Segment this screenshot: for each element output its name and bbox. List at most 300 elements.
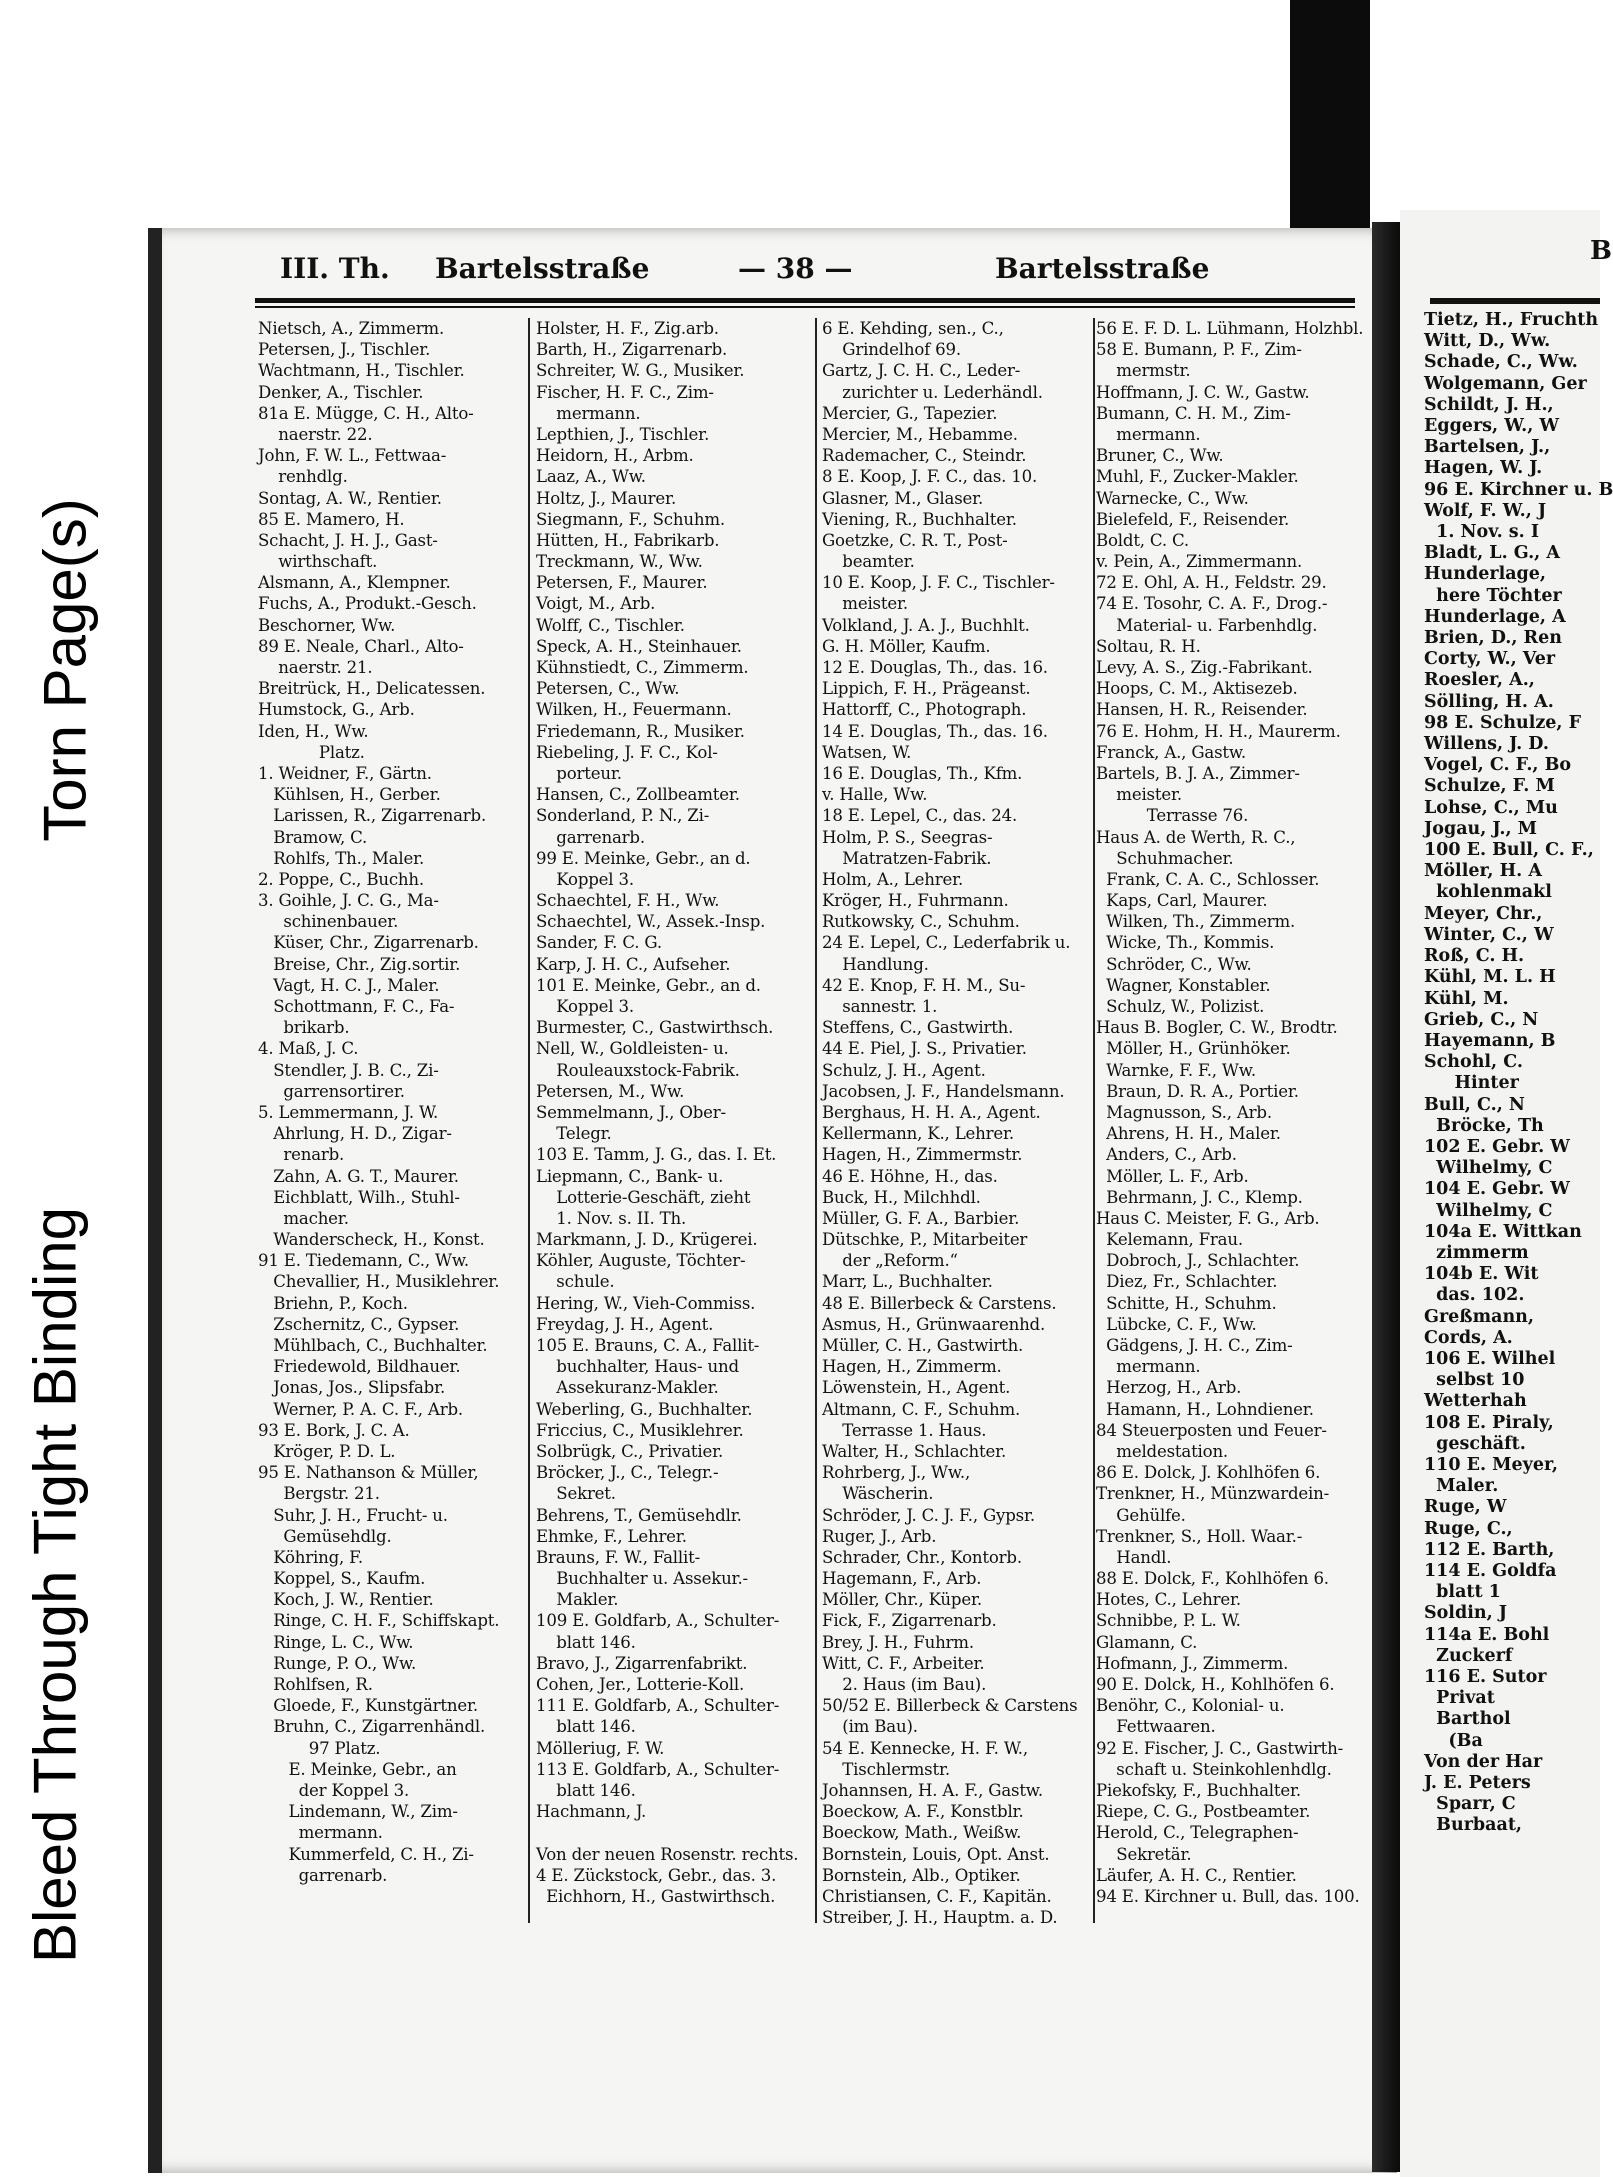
next-page-line: Wetterhah bbox=[1424, 1391, 1527, 1412]
directory-entry-line: Freydag, J. H., Agent. bbox=[536, 1314, 714, 1334]
directory-entry-line: Riepe, C. G., Postbeamter. bbox=[1096, 1802, 1311, 1822]
column-divider bbox=[1093, 318, 1095, 1923]
directory-entry-line: Runge, P. O., Ww. bbox=[258, 1653, 417, 1673]
directory-entry-line: Rouleauxstock-Fabrik. bbox=[536, 1060, 740, 1080]
directory-entry-line: Hütten, H., Fabrikarb. bbox=[536, 530, 720, 550]
directory-entry-line: Brey, J. H., Fuhrm. bbox=[822, 1632, 974, 1652]
directory-entry-line: Witt, C. F., Arbeiter. bbox=[822, 1653, 985, 1673]
directory-entry-line: Kröger, H., Fuhrmann. bbox=[822, 891, 1009, 911]
directory-entry-line: Wäscherin. bbox=[822, 1484, 934, 1504]
directory-entry-line: Holster, H. F., Zig.arb. bbox=[536, 319, 719, 338]
directory-entry-line: 97 Platz. bbox=[258, 1738, 381, 1758]
next-page-line: selbst 10 bbox=[1424, 1370, 1525, 1391]
directory-entry-line: Kummerfeld, C. H., Zi- bbox=[258, 1844, 474, 1864]
directory-entry-line: Lepthien, J., Tischler. bbox=[536, 424, 710, 444]
directory-entry-line: Wilken, H., Feuermann. bbox=[536, 700, 732, 720]
directory-entry-line: Riebeling, J. F. C., Kol- bbox=[536, 742, 718, 762]
directory-entry-line: 89 E. Neale, Charl., Alto- bbox=[258, 636, 464, 656]
next-page-line: zimmerm bbox=[1424, 1242, 1529, 1263]
directory-entry-line: beamter. bbox=[822, 552, 915, 572]
directory-entry-line: Köhler, Auguste, Töchter- bbox=[536, 1251, 746, 1271]
next-page-line: Bartelsen, J., bbox=[1424, 437, 1551, 458]
next-page-line: 1. Nov. s. I bbox=[1424, 522, 1540, 543]
next-page-line: Roß, C. H. bbox=[1424, 946, 1525, 967]
page-number: — 38 — bbox=[738, 252, 853, 285]
directory-entry-line: Suhr, J. H., Frucht- u. bbox=[258, 1505, 448, 1525]
directory-entry-line: Holm, A., Lehrer. bbox=[822, 869, 964, 889]
directory-entry-line: Larissen, R., Zigarrenarb. bbox=[258, 806, 487, 826]
directory-entry-line: Denker, A., Tischler. bbox=[258, 382, 424, 402]
directory-entry-line: Gartz, J. C. H. C., Leder- bbox=[822, 361, 1021, 381]
directory-entry-line: Bielefeld, F., Reisender. bbox=[1096, 509, 1290, 529]
directory-entry-line: Petersen, F., Maurer. bbox=[536, 573, 708, 593]
next-page-line: Hayemann, B bbox=[1424, 1030, 1556, 1051]
next-page-line: das. 102. bbox=[1424, 1285, 1525, 1306]
directory-entry-line: Bruner, C., Ww. bbox=[1096, 446, 1224, 466]
next-page-line: 112 E. Barth, bbox=[1424, 1539, 1555, 1560]
next-page-line: kohlenmakl bbox=[1424, 882, 1552, 903]
directory-entry-line: Anders, C., Arb. bbox=[1096, 1145, 1237, 1165]
directory-entry-line: Makler. bbox=[536, 1590, 619, 1610]
directory-entry-line: Chevallier, H., Musiklehrer. bbox=[258, 1272, 500, 1292]
directory-entry-line: Boldt, C. C. bbox=[1096, 530, 1189, 550]
directory-entry-line: Wilken, Th., Zimmerm. bbox=[1096, 912, 1296, 932]
directory-entry-line: blatt 146. bbox=[536, 1632, 636, 1652]
next-page-line: Corty, W., Ver bbox=[1424, 649, 1556, 670]
directory-entry-line: Altmann, C. F., Schuhm. bbox=[822, 1399, 1021, 1419]
directory-entry-line: meister. bbox=[822, 594, 908, 614]
page-header bbox=[280, 248, 1360, 292]
next-page-text bbox=[1424, 310, 1613, 1837]
directory-entry-line: 84 Steuerposten und Feuer- bbox=[1096, 1420, 1327, 1440]
directory-entry-line: (im Bau). bbox=[822, 1717, 918, 1737]
directory-entry-line: Benöhr, C., Kolonial- u. bbox=[1096, 1696, 1285, 1716]
directory-entry-line: Koppel, S., Kaufm. bbox=[258, 1569, 426, 1589]
next-page-line: Maler. bbox=[1424, 1476, 1499, 1497]
directory-entry-line: Schrader, Chr., Kontorb. bbox=[822, 1547, 1022, 1567]
directory-entry-line: renarb. bbox=[258, 1145, 345, 1165]
next-page-line: here Töchter bbox=[1424, 585, 1562, 606]
directory-entry-line: Mühlbach, C., Buchhalter. bbox=[258, 1336, 488, 1355]
directory-entry-line: garrenarb. bbox=[536, 827, 645, 847]
directory-entry-line: Franck, A., Gastw. bbox=[1096, 742, 1246, 762]
directory-entry-line: Wagner, Konstabler. bbox=[1096, 975, 1271, 995]
next-page-line: Wilhelmy, C bbox=[1424, 1158, 1553, 1179]
directory-entry-line: Koppel 3. bbox=[536, 869, 634, 889]
next-page-line: Bull, C., N bbox=[1424, 1094, 1525, 1115]
column-1 bbox=[258, 318, 530, 1886]
directory-entry-line: 56 E. F. D. L. Lühmann, Holzhbl. bbox=[1096, 319, 1364, 338]
directory-entry-line: Lotterie-Geschäft, zieht bbox=[536, 1187, 751, 1207]
directory-entry-line: Hofmann, J., Zimmerm. bbox=[1096, 1653, 1289, 1673]
next-page-line: Wolgemann, Ger bbox=[1424, 373, 1587, 394]
column-divider bbox=[815, 318, 817, 1923]
directory-entry-line: Ahrens, H. H., Maler. bbox=[1096, 1124, 1281, 1144]
directory-entry-line: Briehn, P., Koch. bbox=[258, 1293, 408, 1313]
directory-entry-line: 1. Weidner, F., Gärtn. bbox=[258, 763, 432, 783]
directory-entry-line: Ahrlung, H. D., Zigar- bbox=[258, 1124, 452, 1144]
next-page-line: Privat bbox=[1424, 1688, 1495, 1709]
next-page-line: Kühl, M. bbox=[1424, 988, 1509, 1009]
directory-entry-line: Schulz, W., Polizist. bbox=[1096, 997, 1265, 1016]
directory-entry-line: Koppel 3. bbox=[536, 997, 634, 1016]
next-page-line: Schildt, J. H., bbox=[1424, 394, 1554, 415]
directory-entry-line: Handlung. bbox=[822, 954, 929, 974]
directory-entry-line: Matratzen-Fabrik. bbox=[822, 848, 992, 868]
directory-entry-line: Sonderland, P. N., Zi- bbox=[536, 806, 710, 826]
directory-entry-line: Wachtmann, H., Tischler. bbox=[258, 361, 465, 381]
directory-entry-line: Hering, W., Vieh-Commiss. bbox=[536, 1293, 756, 1313]
directory-entry-line: 2. Poppe, C., Buchh. bbox=[258, 869, 424, 889]
next-page-line: 100 E. Bull, C. F., bbox=[1424, 840, 1594, 861]
next-page-line: Zuckerf bbox=[1424, 1645, 1513, 1666]
directory-entry-line: Wicke, Th., Kommis. bbox=[1096, 933, 1275, 953]
bleed-through-label bbox=[0, 1045, 110, 2125]
directory-entry-line: Petersen, M., Ww. bbox=[536, 1081, 685, 1101]
directory-entry-line: Wolff, C., Tischler. bbox=[536, 615, 685, 635]
next-page-line: 104b E. Wit bbox=[1424, 1264, 1539, 1285]
directory-entry-line: 101 E. Meinke, Gebr., an d. bbox=[536, 975, 761, 995]
directory-entry-line: Markmann, J. D., Krügerei. bbox=[536, 1230, 758, 1250]
directory-entry-line: 95 E. Nathanson & Müller, bbox=[258, 1463, 479, 1483]
directory-entry-line: Glamann, C. bbox=[1096, 1632, 1198, 1652]
directory-entry-line: 111 E. Goldfarb, A., Schulter- bbox=[536, 1696, 780, 1716]
directory-entry-line: renhdlg. bbox=[258, 467, 348, 487]
directory-entry-line: Kelemann, Frau. bbox=[1096, 1230, 1243, 1250]
directory-entry-line: Beschorner, Ww. bbox=[258, 615, 396, 635]
directory-entry-line: 103 E. Tamm, J. G., das. I. Et. bbox=[536, 1145, 777, 1165]
directory-entry-line: 85 E. Mamero, H. bbox=[258, 509, 405, 529]
directory-entry-line: Solbrügk, C., Privatier. bbox=[536, 1441, 724, 1461]
directory-entry-line: Kaps, Carl, Maurer. bbox=[1096, 891, 1268, 911]
directory-entry-line: macher. bbox=[258, 1208, 349, 1228]
directory-entry-line: blatt 146. bbox=[536, 1780, 636, 1800]
next-page-line: 102 E. Gebr. W bbox=[1424, 1136, 1570, 1157]
next-page-line: 104a E. Wittkan bbox=[1424, 1221, 1582, 1242]
next-page-line: 110 E. Meyer, bbox=[1424, 1454, 1558, 1475]
directory-entry-line: Jacobsen, J. F., Handelsmann. bbox=[822, 1081, 1065, 1101]
directory-entry-line: Hamann, H., Lohndiener. bbox=[1096, 1399, 1314, 1419]
torn-pages-label bbox=[10, 360, 120, 980]
directory-entry-line: Bartels, B. J. A., Zimmer- bbox=[1096, 763, 1300, 783]
directory-entry-line: Magnusson, S., Arb. bbox=[1096, 1102, 1272, 1122]
next-page-line: Hunderlage, A bbox=[1424, 606, 1566, 627]
directory-entry-line: mermstr. bbox=[1096, 361, 1191, 381]
next-page-line: 104 E. Gebr. W bbox=[1424, 1179, 1570, 1200]
directory-entry-line: Von der neuen Rosenstr. rechts. bbox=[536, 1844, 799, 1864]
directory-entry-line: Kühlsen, H., Gerber. bbox=[258, 785, 441, 805]
directory-entry-line: Petersen, J., Tischler. bbox=[258, 340, 431, 360]
directory-entry-line: Hansen, H. R., Reisender. bbox=[1096, 700, 1308, 720]
directory-entry-line: Zahn, A. G. T., Maurer. bbox=[258, 1166, 459, 1186]
directory-entry-line: Stendler, J. B. C., Zi- bbox=[258, 1060, 439, 1080]
directory-entry-line: garrensortirer. bbox=[258, 1081, 405, 1101]
directory-entry-line: Schreiter, W. G., Musiker. bbox=[536, 361, 745, 381]
directory-entry-line: garrenarb. bbox=[258, 1865, 388, 1885]
next-page-line: Bladt, L. G., A bbox=[1424, 543, 1560, 564]
directory-entry-line: 12 E. Douglas, Th., das. 16. bbox=[822, 658, 1048, 677]
next-page-line: 116 E. Sutor bbox=[1424, 1667, 1547, 1687]
directory-entry-line: Fick, F., Zigarrenarb. bbox=[822, 1611, 997, 1631]
directory-entry-line: 109 E. Goldfarb, A., Schulter- bbox=[536, 1611, 780, 1631]
directory-entry-line bbox=[536, 1822, 808, 1843]
directory-entry-line: Heidorn, H., Arbm. bbox=[536, 446, 694, 466]
next-page-line: Brien, D., Ren bbox=[1424, 628, 1562, 649]
next-page-line: Soldin, J bbox=[1424, 1603, 1508, 1624]
next-page-line: 114 E. Goldfa bbox=[1424, 1560, 1557, 1581]
directory-entry-line: Schaechtel, W., Assek.-Insp. bbox=[536, 912, 766, 932]
directory-entry-line: Sekret. bbox=[536, 1484, 616, 1504]
directory-entry-line: Assekuranz-Makler. bbox=[536, 1378, 719, 1398]
directory-entry-line: Möller, H., Grünhöker. bbox=[1096, 1039, 1291, 1059]
directory-entry-line: Sontag, A. W., Rentier. bbox=[258, 488, 442, 508]
next-page-line: Barthol bbox=[1424, 1709, 1511, 1730]
directory-entry-line: Hagen, H., Zimmerm. bbox=[822, 1357, 1002, 1377]
directory-entry-line: Ringe, C. H. F., Schiffskapt. bbox=[258, 1611, 500, 1631]
next-page-line: Sparr, C bbox=[1424, 1794, 1516, 1815]
directory-entry-line: Kühnstiedt, C., Zimmerm. bbox=[536, 658, 749, 677]
next-page-line: Kühl, M. L. H bbox=[1424, 967, 1556, 988]
next-page-line: Von der Har bbox=[1424, 1751, 1543, 1772]
directory-entry-line: 50/52 E. Billerbeck & Carstens bbox=[822, 1696, 1078, 1716]
directory-entry-line: Breitrück, H., Delicatessen. bbox=[258, 679, 486, 699]
directory-entry-line: Küser, Chr., Zigarrenarb. bbox=[258, 933, 479, 953]
directory-entry-line: 42 E. Knop, F. H. M., Su- bbox=[822, 975, 1026, 995]
directory-entry-line: Haus C. Meister, F. G., Arb. bbox=[1096, 1208, 1320, 1228]
directory-entry-line: Terrasse 1. Haus. bbox=[822, 1420, 987, 1440]
directory-entry-line: 58 E. Bumann, P. F., Zim- bbox=[1096, 340, 1302, 360]
directory-entry-line: Holtz, J., Maurer. bbox=[536, 488, 677, 508]
directory-entry-line: Sekretär. bbox=[1096, 1844, 1192, 1864]
column-3 bbox=[822, 318, 1094, 1928]
directory-entry-line: Buck, H., Milchhdl. bbox=[822, 1187, 981, 1207]
directory-entry-line: zurichter u. Lederhändl. bbox=[822, 382, 1043, 402]
directory-entry-line: Koch, J. W., Rentier. bbox=[258, 1590, 434, 1610]
directory-entry-line: Fettwaaren. bbox=[1096, 1717, 1216, 1737]
next-page-line: (Ba bbox=[1424, 1730, 1483, 1751]
directory-entry-line: Haus B. Bogler, C. W., Brodtr. bbox=[1096, 1018, 1338, 1038]
directory-entry-line: Schulz, J. H., Agent. bbox=[822, 1060, 986, 1080]
directory-entry-line: Bröcker, J., C., Telegr.- bbox=[536, 1463, 719, 1483]
directory-entry-line: Fischer, H. F. C., Zim- bbox=[536, 382, 714, 402]
directory-entry-line: 5. Lemmermann, J. W. bbox=[258, 1102, 439, 1122]
directory-entry-line: 54 E. Kennecke, H. F. W., bbox=[822, 1738, 1028, 1758]
directory-entry-line: Gädgens, J. H. C., Zim- bbox=[1096, 1336, 1293, 1355]
directory-entry-line: 4 E. Zückstock, Gebr., das. 3. bbox=[536, 1865, 777, 1885]
directory-entry-line: Grindelhof 69. bbox=[822, 340, 961, 360]
directory-entry-line: Warnecke, C., Ww. bbox=[1096, 488, 1249, 508]
street-name-left: Bartelsstraße bbox=[435, 252, 650, 285]
directory-entry-line: Bergstr. 21. bbox=[258, 1484, 380, 1504]
directory-entry-line: 2. Haus (im Bau). bbox=[822, 1675, 987, 1694]
directory-entry-line: Holm, P. S., Seegras- bbox=[822, 827, 993, 847]
directory-entry-line: Tischlermstr. bbox=[822, 1759, 950, 1779]
directory-entry-line: 94 E. Kirchner u. Bull, das. 100. bbox=[1096, 1886, 1360, 1906]
directory-entry-line: Bruhn, C., Zigarrenhändl. bbox=[258, 1717, 486, 1737]
next-page-line: Sölling, H. A. bbox=[1424, 691, 1554, 712]
directory-entry-line: v. Pein, A., Zimmermann. bbox=[1096, 552, 1303, 572]
directory-entry-line: Wanderscheck, H., Konst. bbox=[258, 1230, 485, 1250]
directory-entry-line: 93 E. Bork, J. C. A. bbox=[258, 1420, 410, 1440]
next-page-line: Hunderlage, bbox=[1424, 564, 1547, 585]
directory-entry-line: Bornstein, Alb., Optiker. bbox=[822, 1865, 1021, 1885]
directory-entry-line: Rademacher, C., Steindr. bbox=[822, 446, 1027, 466]
directory-entry-line: 81a E. Mügge, C. H., Alto- bbox=[258, 403, 474, 423]
directory-entry-line: Herold, C., Telegraphen- bbox=[1096, 1823, 1299, 1843]
directory-entry-line: Kellermann, K., Lehrer. bbox=[822, 1124, 1014, 1144]
directory-entry-line: Karp, J. H. C., Aufseher. bbox=[536, 954, 731, 974]
next-page-line: Burbaat, bbox=[1424, 1815, 1523, 1836]
directory-entry-line: Trenkner, H., Münzwardein- bbox=[1096, 1484, 1330, 1504]
directory-entry-line: 1. Nov. s. II. Th. bbox=[536, 1208, 687, 1228]
directory-entry-line: Friedewold, Bildhauer. bbox=[258, 1357, 461, 1377]
next-page-line: 106 E. Wilhel bbox=[1424, 1348, 1556, 1369]
next-page-line: geschäft. bbox=[1424, 1433, 1526, 1454]
directory-entry-line: Iden, H., Ww. bbox=[258, 721, 369, 741]
directory-entry-line: Mercier, M., Hebamme. bbox=[822, 424, 1018, 444]
directory-entry-line: Schottmann, F. C., Fa- bbox=[258, 997, 455, 1016]
directory-entry-line: Ringe, L. C., Ww. bbox=[258, 1632, 414, 1652]
directory-entry-line: Johannsen, H. A. F., Gastw. bbox=[822, 1780, 1043, 1800]
directory-entry-line: Dütschke, P., Mitarbeiter bbox=[822, 1230, 1028, 1250]
next-page-line: Jogau, J., M bbox=[1424, 818, 1538, 839]
directory-entry-line: Hansen, C., Zollbeamter. bbox=[536, 785, 740, 805]
directory-entry-line: Alsmann, A., Klempner. bbox=[258, 573, 451, 593]
directory-entry-line: Marr, L., Buchhalter. bbox=[822, 1272, 993, 1292]
directory-entry-line: Zschernitz, C., Gypser. bbox=[258, 1314, 460, 1334]
directory-entry-line: Berghaus, H. H. A., Agent. bbox=[822, 1102, 1041, 1122]
directory-entry-line: Bravo, J., Zigarrenfabrikt. bbox=[536, 1653, 748, 1673]
header-rule-thin bbox=[255, 306, 1355, 308]
directory-entry-line: Weberling, G., Buchhalter. bbox=[536, 1399, 753, 1419]
directory-entry-line: E. Meinke, Gebr., an bbox=[258, 1759, 457, 1779]
directory-entry-line: mermann. bbox=[258, 1823, 383, 1843]
directory-entry-line: Hagemann, F., Arb. bbox=[822, 1569, 982, 1589]
directory-entry-line: Breise, Chr., Zig.sortir. bbox=[258, 954, 461, 974]
directory-entry-line: Watsen, W. bbox=[822, 742, 912, 762]
directory-entry-line: Gemüsehdlg. bbox=[258, 1526, 392, 1546]
next-page-line: Greßmann, bbox=[1424, 1306, 1534, 1327]
directory-entry-line: Goetzke, C. R. T., Post- bbox=[822, 530, 1008, 550]
directory-entry-line: Handl. bbox=[1096, 1547, 1172, 1567]
directory-entry-line: Schitte, H., Schuhm. bbox=[1096, 1293, 1277, 1313]
directory-entry-line: mermann. bbox=[1096, 424, 1201, 444]
next-page-line: Wolf, F. W., J bbox=[1424, 500, 1547, 521]
next-page-line: Schade, C., Ww. bbox=[1424, 352, 1578, 373]
directory-entry-line: 46 E. Höhne, H., das. bbox=[822, 1166, 998, 1186]
column-2 bbox=[536, 318, 808, 1907]
directory-entry-line: mermann. bbox=[1096, 1357, 1201, 1377]
next-page-line: Willens, J. D. bbox=[1424, 734, 1549, 755]
directory-entry-line: Rohlfsen, R. bbox=[258, 1675, 373, 1694]
directory-entry-line: 91 E. Tiedemann, C., Ww. bbox=[258, 1251, 469, 1271]
next-page-line: 96 E. Kirchner u. B bbox=[1424, 479, 1613, 500]
next-page-line: Winter, C., W bbox=[1424, 924, 1554, 945]
torn-pages-text: Torn Page(s) bbox=[31, 498, 99, 842]
directory-entry-line: Braun, D. R. A., Portier. bbox=[1096, 1081, 1299, 1101]
directory-entry-line: Bornstein, Louis, Opt. Anst. bbox=[822, 1844, 1050, 1864]
district-label: III. Th. bbox=[280, 252, 390, 285]
directory-entry-line: brikarb. bbox=[258, 1018, 350, 1038]
directory-entry-line: schinenbauer. bbox=[258, 912, 399, 932]
directory-entry-line: Frank, C. A. C., Schlosser. bbox=[1096, 869, 1320, 889]
directory-entry-line: 74 E. Tosohr, C. A. F., Drog.- bbox=[1096, 594, 1328, 614]
directory-entry-line: Asmus, H., Grünwaarenhd. bbox=[822, 1314, 1046, 1334]
directory-entry-line: naerstr. 21. bbox=[258, 658, 373, 677]
directory-entry-line: Boeckow, Math., Weißw. bbox=[822, 1823, 1022, 1843]
directory-entry-line: Schacht, J. H. J., Gast- bbox=[258, 530, 438, 550]
directory-entry-line: Petersen, C., Ww. bbox=[536, 679, 680, 699]
directory-entry-line: Hotes, C., Lehrer. bbox=[1096, 1590, 1242, 1610]
directory-entry-line: Barth, H., Zigarrenarb. bbox=[536, 340, 728, 360]
directory-entry-line: Hattorff, C., Photograph. bbox=[822, 700, 1027, 720]
next-page-line: J. E. Peters bbox=[1424, 1773, 1531, 1794]
directory-entry-line: v. Halle, Ww. bbox=[822, 785, 928, 805]
next-page-line: blatt 1 bbox=[1424, 1582, 1501, 1603]
directory-entry-line: Lübcke, C. F., Ww. bbox=[1096, 1314, 1257, 1334]
directory-entry-line: Terrasse 76. bbox=[1096, 806, 1249, 826]
directory-entry-line: Piekofsky, F., Buchhalter. bbox=[1096, 1780, 1301, 1800]
directory-entry-line: Walter, H., Schlachter. bbox=[822, 1441, 1007, 1461]
directory-entry-line: Läufer, A. H. C., Rentier. bbox=[1096, 1865, 1297, 1885]
directory-entry-line: Trenkner, S., Holl. Waar.- bbox=[1096, 1526, 1303, 1546]
column-divider bbox=[528, 318, 530, 1923]
directory-entry-line: Ehmke, F., Lehrer. bbox=[536, 1526, 687, 1546]
directory-entry-line: Mölleriug, F. W. bbox=[536, 1738, 665, 1758]
directory-entry-line: Liepmann, C., Bank- u. bbox=[536, 1166, 724, 1186]
directory-entry-line: Behrmann, J. C., Klemp. bbox=[1096, 1187, 1303, 1207]
directory-entry-line: Warnke, F. F., Ww. bbox=[1096, 1060, 1256, 1080]
directory-entry-line: Buchhalter u. Assekur.- bbox=[536, 1569, 748, 1589]
directory-entry-line: Eichhorn, H., Gastwirthsch. bbox=[536, 1886, 776, 1906]
directory-entry-line: Platz. bbox=[258, 742, 365, 762]
next-page-line: Eggers, W., W bbox=[1424, 416, 1560, 437]
directory-entry-line: Diez, Fr., Schlachter. bbox=[1096, 1272, 1278, 1292]
directory-entry-line: 24 E. Lepel, C., Lederfabrik u. bbox=[822, 933, 1071, 953]
next-page-line: Hinter bbox=[1424, 1073, 1519, 1094]
directory-entry-line: 6 E. Kehding, sen., C., bbox=[822, 319, 1004, 338]
directory-entry-line: Friedemann, R., Musiker. bbox=[536, 721, 745, 741]
directory-entry-line: Herzog, H., Arb. bbox=[1096, 1378, 1242, 1398]
directory-entry-line: John, F. W. L., Fettwaa- bbox=[258, 446, 447, 466]
directory-entry-line: Bumann, C. H. M., Zim- bbox=[1096, 403, 1291, 423]
directory-entry-line: Müller, G. F. A., Barbier. bbox=[822, 1208, 1020, 1228]
directory-entry-line: schaft u. Steinkohlenhdlg. bbox=[1096, 1759, 1332, 1779]
directory-entry-line: Sander, F. C. G. bbox=[536, 933, 662, 953]
directory-entry-line: 92 E. Fischer, J. C., Gastwirth- bbox=[1096, 1738, 1344, 1758]
directory-entry-line: buchhalter, Haus- und bbox=[536, 1357, 739, 1377]
directory-entry-line: 105 E. Brauns, C. A., Fallit- bbox=[536, 1336, 760, 1355]
directory-entry-line: 76 E. Hohm, H. H., Maurerm. bbox=[1096, 721, 1341, 741]
directory-entry-line: Semmelmann, J., Ober- bbox=[536, 1102, 726, 1122]
directory-entry-line: Brauns, F. W., Fallit- bbox=[536, 1547, 700, 1567]
directory-entry-line: 8 E. Koop, J. F. C., das. 10. bbox=[822, 467, 1038, 487]
directory-entry-line: Eichblatt, Wilh., Stuhl- bbox=[258, 1187, 460, 1207]
directory-entry-line: meldestation. bbox=[1096, 1441, 1229, 1461]
directory-entry-line: 86 E. Dolck, J. Kohlhöfen 6. bbox=[1096, 1463, 1321, 1483]
next-page-line: Wilhelmy, C bbox=[1424, 1200, 1553, 1221]
directory-entry-line: Material- u. Farbenhdlg. bbox=[1096, 615, 1318, 635]
directory-entry-line: Möller, L. F., Arb. bbox=[1096, 1166, 1249, 1186]
directory-entry-line: 18 E. Lepel, C., das. 24. bbox=[822, 806, 1018, 826]
next-page-line: Bröcke, Th bbox=[1424, 1115, 1544, 1136]
directory-entry-line: Treckmann, W., Ww. bbox=[536, 552, 703, 572]
directory-entry-line: Nietsch, A., Zimmerm. bbox=[258, 319, 445, 338]
next-page-line: Grieb, C., N bbox=[1424, 1009, 1539, 1030]
directory-entry-line: der Koppel 3. bbox=[258, 1780, 410, 1800]
directory-entry-line: Muhl, F., Zucker-Makler. bbox=[1096, 467, 1299, 487]
next-page-line: Roesler, A., bbox=[1424, 670, 1535, 691]
